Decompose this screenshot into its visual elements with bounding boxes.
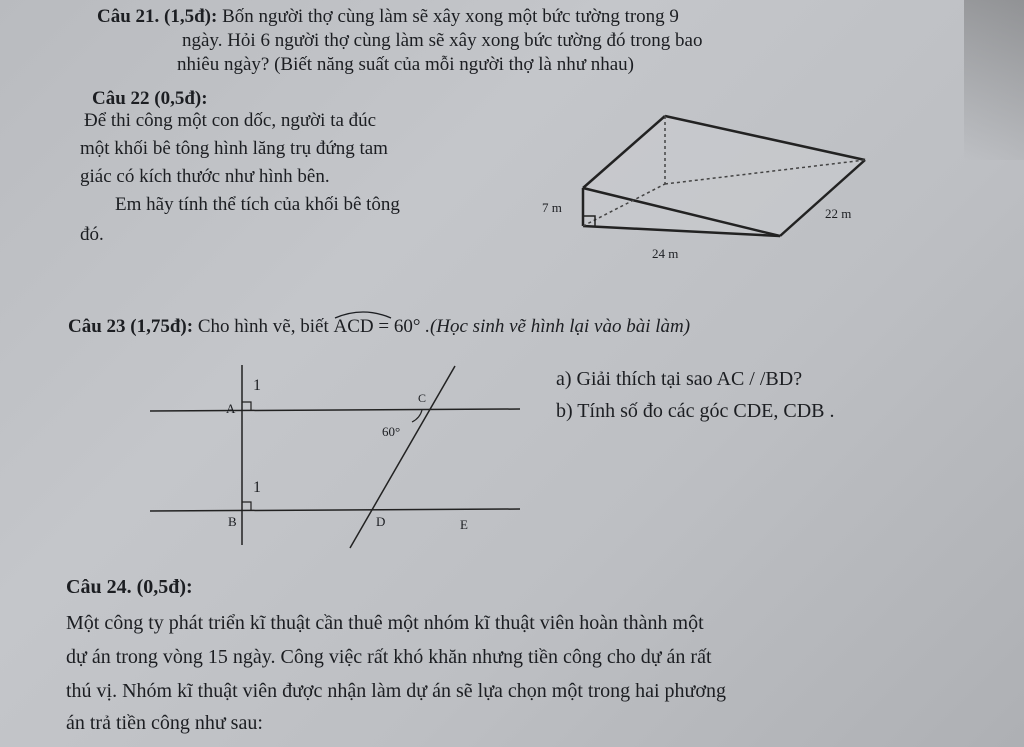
prism-figure bbox=[540, 110, 860, 270]
line-cd-transversal bbox=[350, 366, 455, 548]
question-21-line-1 bbox=[97, 6, 679, 28]
question-21-heading: Câu 21. (1,5đ): bbox=[97, 6, 218, 27]
question-22-line-4: Em hãy tính thể tích của khối bê tông bbox=[115, 194, 400, 215]
right-angle-b bbox=[242, 502, 251, 511]
right-angle-a bbox=[242, 402, 251, 411]
question-24-line-3: thú vị. Nhóm kĩ thuật viên được nhận làm dự án sẽ lựa chọn một trong hai phương bbox=[66, 680, 726, 702]
label-c: C bbox=[418, 391, 427, 405]
label-e: E bbox=[460, 517, 468, 532]
question-22-line-5: đó. bbox=[80, 224, 104, 245]
question-24-line-4: án trả tiền công như sau: bbox=[66, 712, 263, 734]
question-23-line bbox=[68, 312, 690, 338]
line-bd bbox=[150, 509, 520, 511]
question-22-heading: Câu 22 (0,5đ): bbox=[92, 88, 208, 109]
label-1-top: 1 bbox=[253, 377, 261, 394]
question-22-line-2: một khối bê tông hình lăng trụ đứng tam bbox=[80, 138, 388, 159]
question-23-intro: Cho hình vẽ, biết bbox=[193, 316, 334, 337]
question-24-heading: Câu 24. (0,5đ): bbox=[66, 576, 193, 598]
prism-label-slant: 22 m bbox=[825, 206, 852, 221]
angle-acd-name: ACD bbox=[333, 316, 374, 337]
question-22-line-3: giác có kích thước như hình bên. bbox=[80, 166, 330, 187]
question-23-part-b: b) Tính số đo các góc CDE, CDB . bbox=[556, 400, 835, 422]
angle-hat-icon bbox=[333, 310, 393, 320]
prism-label-base: 24 m bbox=[652, 246, 679, 261]
angle-acd-notation bbox=[333, 312, 373, 338]
label-b: B bbox=[228, 514, 237, 529]
label-a: A bbox=[226, 401, 236, 416]
question-23-note: .(Học sinh vẽ hình lại vào bài làm) bbox=[420, 316, 691, 337]
angle-arc-c bbox=[412, 410, 422, 422]
question-21-line-3: nhiêu ngày? (Biết năng suất của mỗi người thợ là như nhau) bbox=[177, 54, 635, 75]
question-22-line-1: Để thi công một con dốc, người ta đúc bbox=[84, 110, 377, 131]
question-24-line-1: Một công ty phát triển kĩ thuật cần thuê một nhóm kĩ thuật viên hoàn thành một bbox=[66, 612, 704, 634]
prism-label-height: 7 m bbox=[542, 200, 562, 215]
label-60-degrees: 60° bbox=[382, 424, 401, 439]
question-24-line-2: dự án trong vòng 15 ngày. Công việc rất khó khăn nhưng tiền công cho dự án rất bbox=[66, 646, 712, 668]
question-23-heading: Câu 23 (1,75đ): bbox=[68, 316, 194, 337]
label-1-bottom: 1 bbox=[253, 479, 261, 496]
parallel-lines-figure bbox=[150, 360, 550, 560]
angle-acd-value: = 60° bbox=[373, 316, 421, 337]
label-d: D bbox=[376, 514, 386, 529]
page-edge-shadow bbox=[964, 0, 1024, 160]
question-23-part-a: a) Giải thích tại sao AC / /BD? bbox=[556, 368, 803, 390]
prism-shade bbox=[583, 116, 865, 236]
question-21-text-1: Bốn người thợ cùng làm sẽ xây xong một bức tường trong 9 bbox=[217, 6, 679, 27]
question-21-line-2: ngày. Hỏi 6 người thợ cùng làm sẽ xây xong bức tường đó trong bao bbox=[182, 30, 703, 51]
line-ac bbox=[150, 409, 520, 411]
